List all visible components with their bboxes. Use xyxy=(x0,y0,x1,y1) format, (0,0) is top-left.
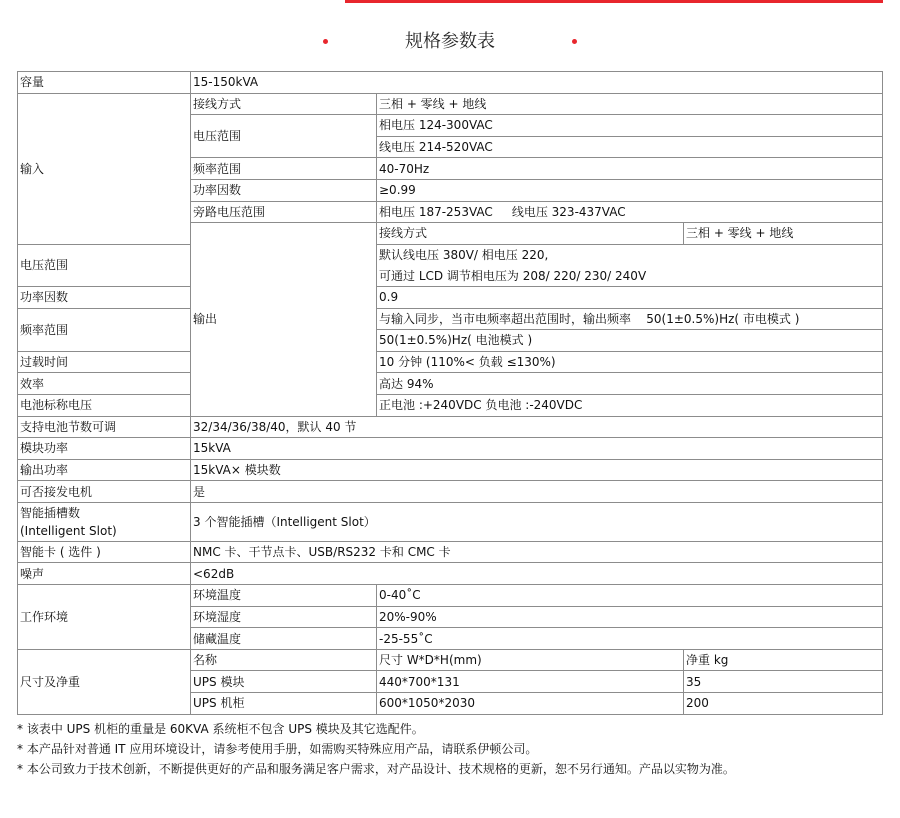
table-row xyxy=(18,585,883,607)
dim-header-weight: 净重 kg xyxy=(684,649,883,671)
spec-value: 三相 + 零线 + 地线 xyxy=(684,223,883,245)
spec-label: 频率范围 xyxy=(191,158,377,180)
spec-value: 线电压 214-520VAC xyxy=(377,136,883,158)
spec-value: 40-70Hz xyxy=(377,158,883,180)
table-row xyxy=(18,563,883,585)
spec-label: 智能插槽数 xyxy=(20,505,81,520)
right-dot-icon xyxy=(572,39,577,44)
spec-label: 输出功率 xyxy=(18,459,191,481)
spec-label: 接线方式 xyxy=(377,223,684,245)
spec-value: 32/34/36/38/40，默认 40 节 xyxy=(191,416,883,438)
spec-value: 15kVA xyxy=(191,438,883,460)
spec-table xyxy=(17,71,883,715)
table-row xyxy=(18,649,883,671)
spec-value: NMC 卡、干节点卡、USB/RS232 卡和 CMC 卡 xyxy=(191,541,883,563)
spec-label: 功率因数 xyxy=(191,179,377,201)
table-row xyxy=(18,481,883,503)
spec-value: 与输入同步，当市电频率超出范围时，输出频率 50(1±0.5%)Hz( 市电模式 ) xyxy=(377,308,883,330)
table-row xyxy=(18,459,883,481)
spec-label: 效率 xyxy=(18,373,191,395)
dim-size: 600*1050*2030 xyxy=(377,693,684,715)
table-row xyxy=(18,286,883,308)
table-row xyxy=(18,373,883,395)
dim-weight: 35 xyxy=(684,671,883,693)
spec-label: 模块功率 xyxy=(18,438,191,460)
group-label-input: 输入 xyxy=(18,93,191,244)
dim-name: UPS 机柜 xyxy=(191,693,377,715)
spec-label: 电压范围 xyxy=(18,244,191,286)
spec-value: 10 分钟 (110%< 负载 ≤130%) xyxy=(377,351,883,373)
spec-value: 15-150kVA xyxy=(191,72,883,94)
footnote: * 本公司致力于技术创新，不断提供更好的产品和服务满足客户需求，对产品设计、技术规格的更新，恕不另行通知。产品以实物为准。 xyxy=(17,762,735,776)
spec-label: 电压范围 xyxy=(191,115,377,158)
spec-label: 环境温度 xyxy=(191,585,377,607)
spec-value: 0.9 xyxy=(377,286,883,308)
table-row xyxy=(18,93,883,115)
dim-weight: 200 xyxy=(684,693,883,715)
table-row xyxy=(18,394,883,416)
spec-value: <62dB xyxy=(191,563,883,585)
spec-value: 相电压 187-253VAC 线电压 323-437VAC xyxy=(377,201,883,223)
spec-value: 高达 94% xyxy=(377,373,883,395)
spec-label: 过载时间 xyxy=(18,351,191,373)
spec-value: 0-40˚C xyxy=(377,585,883,607)
spec-value: 默认线电压 380V/ 相电压 220, xyxy=(377,244,883,265)
spec-label-sub: (Intelligent Slot) xyxy=(20,523,117,538)
spec-value: 20%-90% xyxy=(377,606,883,628)
spec-label: 环境湿度 xyxy=(191,606,377,628)
page-title: 规格参数表 xyxy=(405,31,495,52)
spec-label: 储藏温度 xyxy=(191,628,377,650)
group-label-output: 输出 xyxy=(191,223,377,416)
spec-label: 电池标称电压 xyxy=(18,394,191,416)
spec-label: 支持电池节数可调 xyxy=(18,416,191,438)
spec-label: 旁路电压范围 xyxy=(191,201,377,223)
spec-label: 接线方式 xyxy=(191,93,377,115)
spec-value: 正电池 :+240VDC 负电池 :-240VDC xyxy=(377,394,883,416)
spec-label: 智能卡 ( 选件 ) xyxy=(18,541,191,563)
spec-label: 频率范围 xyxy=(18,308,191,351)
spec-label: 可否接发电机 xyxy=(18,481,191,503)
footnote: * 该表中 UPS 机柜的重量是 60KVA 系统柜不包含 UPS 模块及其它选配件。 xyxy=(17,722,424,736)
spec-value: 3 个智能插槽（Intelligent Slot） xyxy=(191,502,883,541)
dim-name: UPS 模块 xyxy=(191,671,377,693)
spec-value: -25-55˚C xyxy=(377,628,883,650)
spec-value: 15kVA× 模块数 xyxy=(191,459,883,481)
spec-label: 功率因数 xyxy=(18,286,191,308)
dim-size: 440*700*131 xyxy=(377,671,684,693)
spec-label-slots xyxy=(18,502,191,541)
table-row xyxy=(18,308,883,330)
spec-value: 三相 + 零线 + 地线 xyxy=(377,93,883,115)
table-row xyxy=(18,541,883,563)
footnote: * 本产品针对普通 IT 应用环境设计，请参考使用手册，如需购买特殊应用产品，请联系伊顿公司。 xyxy=(17,742,538,756)
spec-label: 容量 xyxy=(18,72,191,94)
title-bar xyxy=(0,28,900,56)
spec-value: 相电压 124-300VAC xyxy=(377,115,883,137)
table-row xyxy=(18,438,883,460)
table-row xyxy=(18,351,883,373)
group-label-dimensions: 尺寸及净重 xyxy=(18,649,191,714)
top-accent-line xyxy=(345,0,883,3)
spec-value: 是 xyxy=(191,481,883,503)
spec-label: 噪声 xyxy=(18,563,191,585)
spec-value: 50(1±0.5%)Hz( 电池模式 ) xyxy=(377,330,883,352)
table-row xyxy=(18,502,883,541)
dim-header-size: 尺寸 W*D*H(mm) xyxy=(377,649,684,671)
footnotes xyxy=(17,719,735,779)
table-row xyxy=(18,244,883,265)
table-row xyxy=(18,416,883,438)
group-label-environment: 工作环境 xyxy=(18,585,191,650)
dim-header-name: 名称 xyxy=(191,649,377,671)
spec-value: ≥0.99 xyxy=(377,179,883,201)
table-row xyxy=(18,72,883,94)
spec-value: 可通过 LCD 调节相电压为 208/ 220/ 230/ 240V xyxy=(377,265,883,286)
